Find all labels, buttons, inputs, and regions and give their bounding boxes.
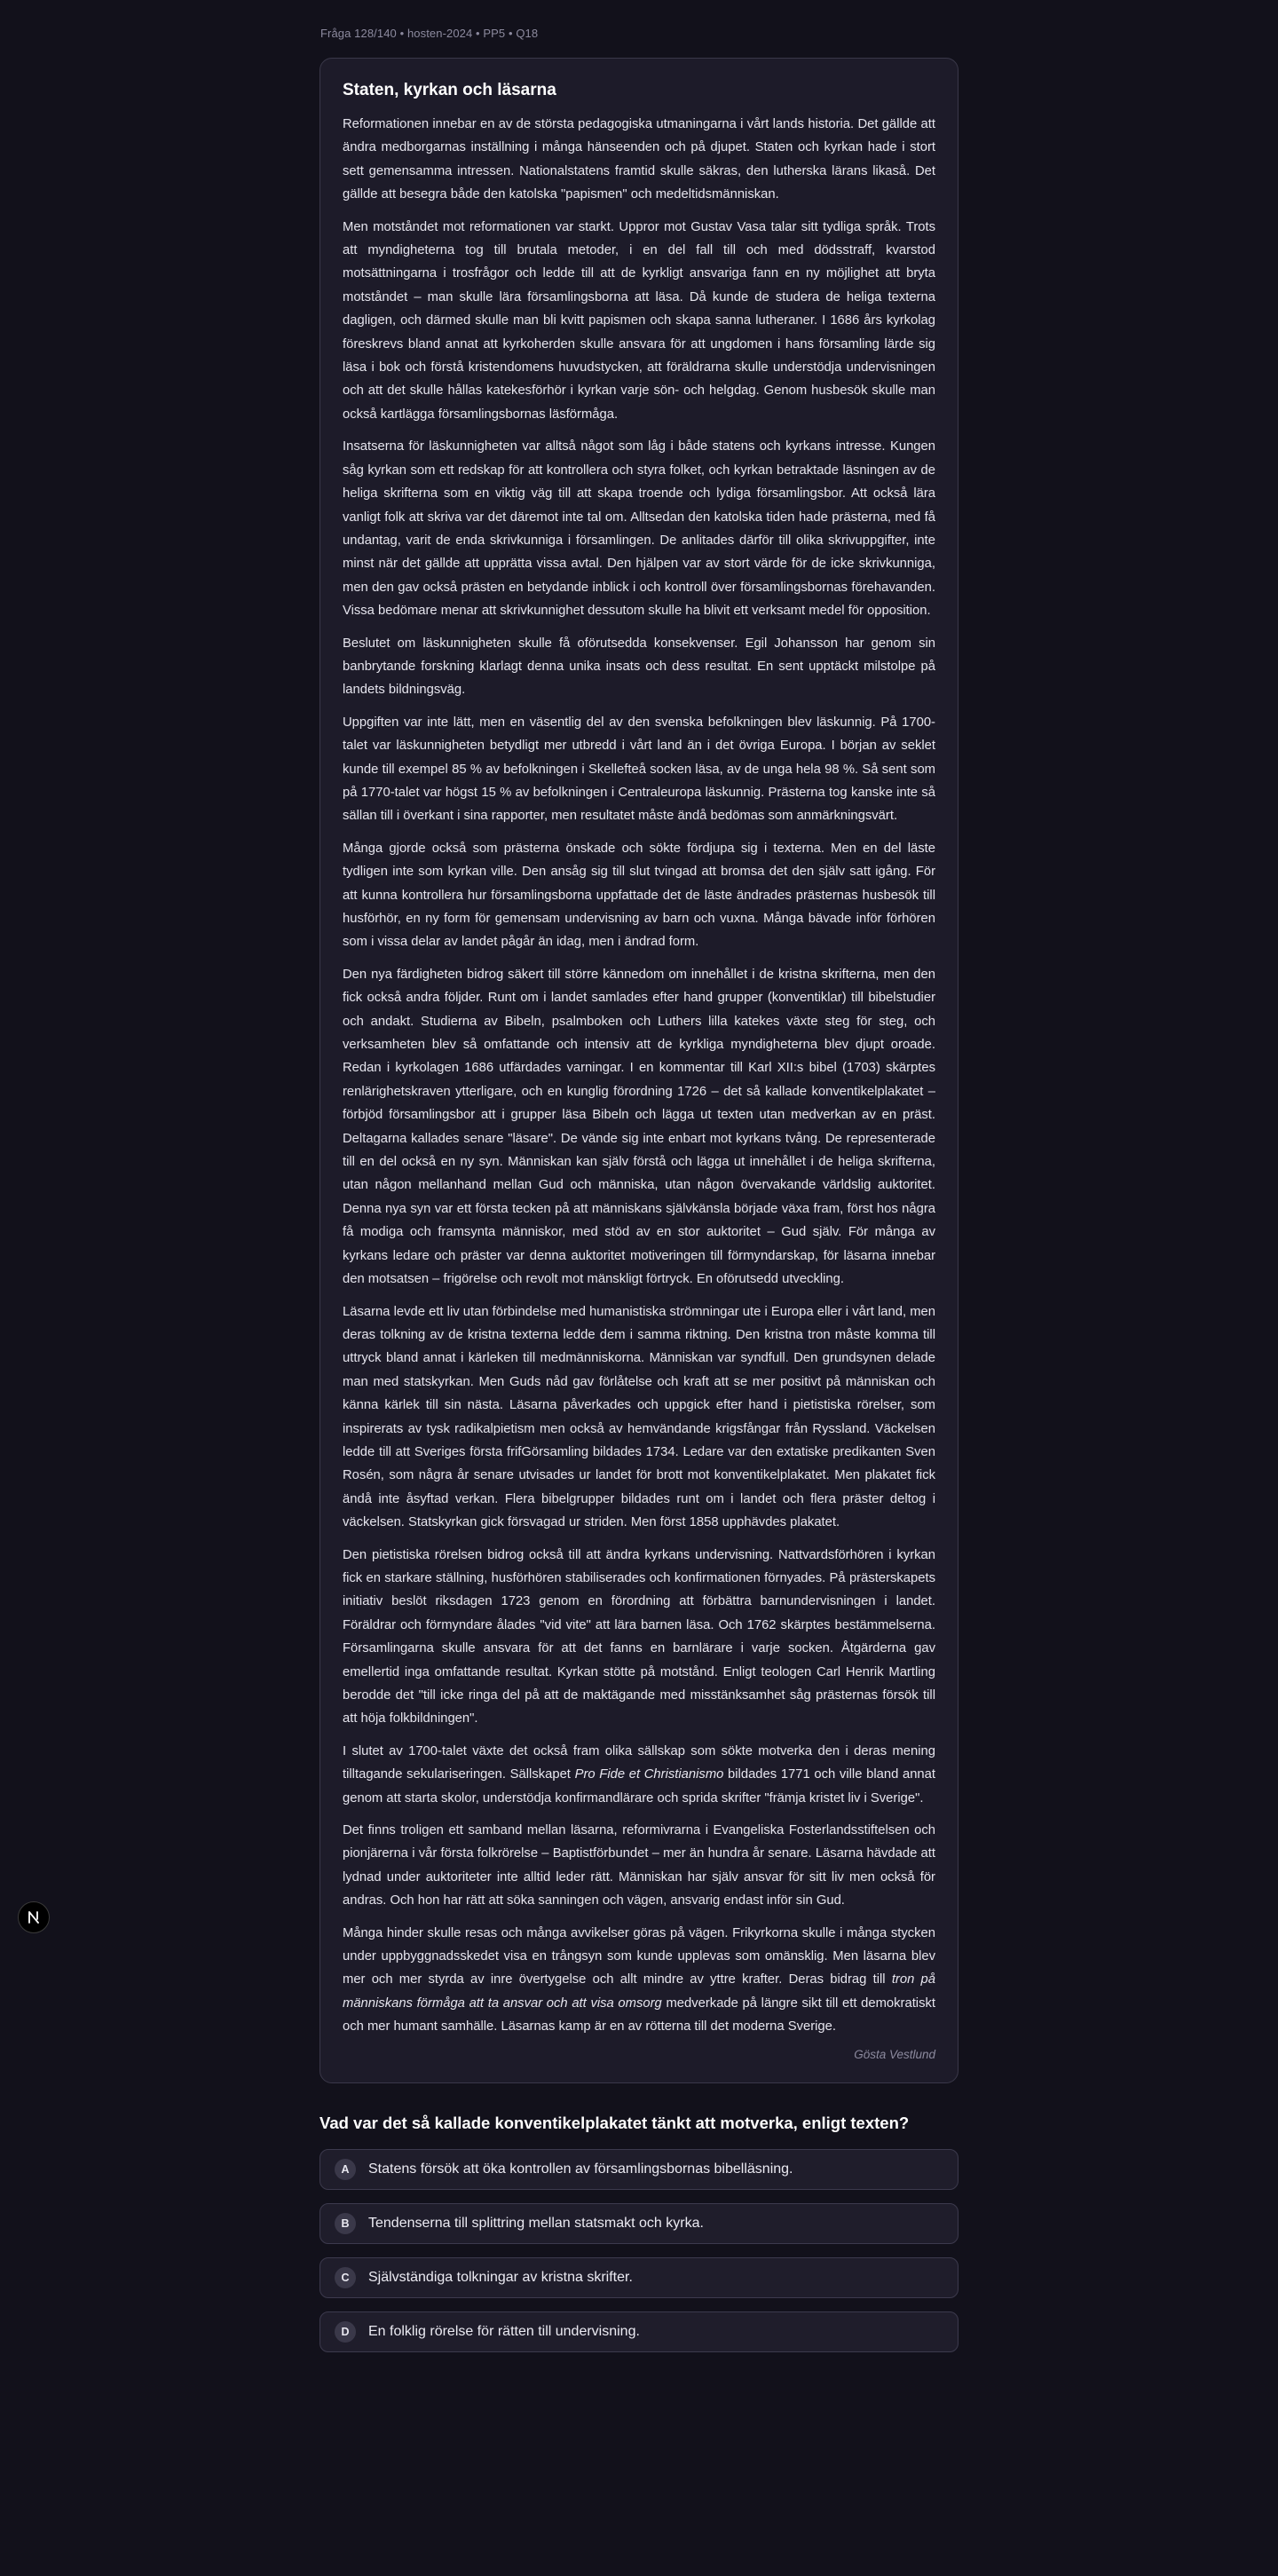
option-letter-badge: B <box>335 2213 356 2234</box>
passage-paragraph: I slutet av 1700-talet växte det också fram olika sällskap som sökte motverka den i deras mening tilltagande sekulariseringen. Sällskapet Pro Fide et Christianismo bildades 1771 och ville bland annat genom att starta skolor, understödja konfirmandlärare och sprida skrifter "främja kristet liv i Sverige". <box>343 1743 935 1806</box>
passage-paragraph: Insatserna för läskunnigheten var alltså något som låg i både statens och kyrkans intresse. Kungen såg kyrkan som ett redskap för att kontrollera och styra folket, och kyrkan betraktade läsningen av de heliga skrifterna som en viktig väg till att skapa troende och lydiga församlingsbor. Att också lära vanligt folk att skriva var det däremot inte tal om. Alltsedan den katolska tiden hade prästerna, med få undantag, varit de enda skrivkunniga i församlingen. De anlitades därför till olika skrivuppgifter, inte minst när det gällde att upprätta vissa avtal. Den hjälpen var av stort värde för de icke skrivkunniga, men den gav också prästen en betydande inblick i och kontroll över församlingsbornas förehavanden. Vissa bedömare menar att skrivkunnighet dessutom skulle ha blivit ett verksamt medel för opposition. <box>343 439 935 619</box>
passage-paragraph: Den nya färdigheten bidrog säkert till större kännedom om innehållet i de kristna skrifterna, men den fick också andra följder. Runt om i landet samlades efter hand grupper (konventiklar) till bibelstudier och andakt. Studierna av Bibeln, psalmboken och Luthers lilla katekes växte steg för steg, och verksamheten blev så omfattande och intensiv att de kyrkliga myndigheterna blev djupt oroade. Redan i kyrkolagen 1686 utfärdades varningar. I en kommentar till Karl XII:s bibel (1703) skärptes renlärighetskraven ytterligare, och en kunglig förordning 1726 – det så kallade konventikelplakatet – förbjöd församlingsbor att i grupper läsa Bibeln och lägga ut texten utan medverkan av en präst. Deltagarna kallades senare "läsare". De vände sig inte enbart mot kyrkans tvång. De representerade till en del också en ny syn. Människan kan själv förstå och lägga ut innehållet i de heliga skrifterna, utan någon mellanhand mellan Gud och människa, utan någon övervakande världslig auktoritet. Denna nya syn var ett första tecken på att människans självkänsla började växa fram, först hos några få modiga och framsynta människor, med stöd av en stor auktoritet – Gud själv. För många av kyrkans ledare och präster var denna auktoritet motiveringen till förmyndarskap, för läsarna innebar den motsatsen – frigörelse och revolt mot mänskligt förtryck. En oförutsedd utveckling. <box>343 967 935 1287</box>
question-meta: Fråga 128/140 • hosten-2024 • PP5 • Q18 <box>320 27 539 40</box>
passage-paragraph: Många hinder skulle resas och många avvikelser göras på vägen. Frikyrkorna skulle i många stycken under uppbyggnadsskedet visa en trångsyn som kunde upplevas som omänsklig. Men läsarna blev mer och mer styrda av inre övertygelse och allt mindre av yttre krafter. Deras bidrag till tron på människans förmåga att ta ansvar och att visa omsorg medverkade på längre sikt till ett demokratiskt och mer humant samhälle. Läsarnas kamp är en av rötterna till det moderna Sverige. <box>343 1925 935 2035</box>
passage-paragraph: Läsarna levde ett liv utan förbindelse med humanistiska strömningar ute i Europa eller i vårt land, men deras tolkning av de kristna texterna ledde dem i samma riktning. Den kristna tron måste komma till uttryck bland annat i kärleken till medmänniskorna. Människan var syndfull. Den grundsynen delade man med statskyrkan. Men Guds nåd gav förlåtelse och kraft att se mer positivt på människan och känna kärlek till sin nästa. Läsarna påverkades och uppgick efter hand i pietistiska rörelser, som inspirerats av tysk radikalpietism men också av hemvändande krigsfångar från Ryssland. Väckelsen ledde till att Sveriges första frifGörsamling bildades 1734. Ledare var den extatiske predikanten Sven Rosén, som några år senare utvisades ur landet för brott mot konventikelplakatet. Men plakatet fick ändå inte åsyftad verkan. Flera bibelgrupper bildades runt om i landet och flera präster deltog i väckelsen. Statskyrkan gick försvagad ur striden. Men först 1858 upphävdes plakatet. <box>343 1304 935 1530</box>
passage-paragraph: Beslutet om läskunnigheten skulle få oförutsedda konsekvenser. Egil Johansson har genom sin banbrytande forskning klarlagt denna unika insats och dess resultat. En sent upptäckt milstolpe på landets bildningsväg. <box>343 636 935 698</box>
option-letter-badge: C <box>335 2267 356 2288</box>
passage-author: Gösta Vestlund <box>854 2047 935 2061</box>
emphasized-text: tron på människans förmåga att ta ansvar och att visa omsorg <box>343 1972 935 2011</box>
passage-paragraph: Många gjorde också som prästerna önskade och sökte fördjupa sig i texterna. Men en del läste tydligen inte som kyrkan ville. Den ansåg sig till slut tvingad att bromsa det den själv satt igång. För att kunna kontrollera hur församlingsborna uppfattade det de läste ändrades prästernas husbesök till husförhör, en ny form för gemensam undervisning av barn och vuxna. Många bävade inför förhören som i vissa delar av landet pågår än idag, men i ändrad form. <box>343 841 935 950</box>
option-letter-badge: A <box>335 2159 356 2180</box>
answer-option-b[interactable] <box>320 2203 958 2244</box>
reading-passage-card <box>320 58 958 2083</box>
option-text: Statens försök att öka kontrollen av församlingsbornas bibelläsning. <box>368 2161 793 2177</box>
option-text: Självständiga tolkningar av kristna skrifter. <box>368 2269 633 2285</box>
answer-options <box>320 2149 958 2352</box>
answer-option-c[interactable] <box>320 2257 958 2298</box>
page-container <box>320 27 958 2366</box>
passage-paragraph: Men motståndet mot reformationen var starkt. Uppror mot Gustav Vasa talar sitt tydliga språk. Trots att myndigheterna tog till brutala metoder, i en del fall till och med dödsstraff, kvarstod motsättningarna i trosfrågor och ledde till att de kyrkligt ansvariga fann en ny möjlighet att bryta motståndet – man skulle lära församlingsborna att läsa. Då kunde de studera de heliga texterna dagligen, och därmed skulle man bli kvitt papismen och skapa sanna lutheraner. I 1686 års kyrkolag föreskrevs bland annat att kyrkoherden skulle ansvara för att ungdomen i hans församling lärde sig läsa i bok och förstå kristendomens huvudstycken, att föräldrarna skulle understödja undervisningen och att det skulle hållas katekesförhör i kyrkan varje sön- och helgdag. Genom husbesök skulle man också kartlägga församlingsbornas läsförmåga. <box>343 219 935 422</box>
passage-body <box>343 113 935 2039</box>
passage-paragraph: Uppgiften var inte lätt, men en väsentlig del av den svenska befolkningen blev läskunnig. På 1700-talet var läskunnigheten betydligt mer utbredd i vårt land än i det övriga Europa. I början av seklet kunde till exempel 85 % av befolkningen i Skellefteå socken läsa, av de unga hela 98 %. Så sent som på 1770-talet var högst 15 % av befolkningen i Centraleuropa läskunnig. Prästerna tog kanske inte så sällan till i överkant i sina rapporter, men resultatet måste ändå bedömas som anmärkningsvärt. <box>343 715 935 824</box>
answer-option-a[interactable] <box>320 2149 958 2190</box>
n-logo-icon <box>25 1908 43 1926</box>
emphasized-text: Pro Fide et Christianismo <box>574 1767 724 1782</box>
passage-title: Staten, kyrkan och läsarna <box>343 81 556 99</box>
option-text: Tendenserna till splittring mellan statsmakt och kyrka. <box>368 2215 704 2231</box>
nextjs-logo-icon[interactable] <box>18 1901 50 1933</box>
passage-paragraph: Det finns troligen ett samband mellan läsarna, reformivrarna i Evangeliska Fosterlandsstiftelsen och pionjärerna i vår första folkrörelse – Baptistförbundet – mer än hundra år senare. Läsarna hävdade att lydnad under auktoriteter inte alltid leder rätt. Människan har själv ansvar för sitt liv men också för andras. Och hon har rätt att söka sanningen och vägen, ansvarig endast inför sin Gud. <box>343 1823 935 1908</box>
option-text: En folklig rörelse för rätten till undervisning. <box>368 2323 640 2339</box>
option-letter-badge: D <box>335 2321 356 2343</box>
passage-paragraph: Den pietistiska rörelsen bidrog också till att ändra kyrkans undervisning. Nattvardsförhören i kyrkan fick en starkare ställning, husförhören stabiliserades och konfirmationen förnyades. På prästerskapets initiativ beslöt riksdagen 1723 genom en förordning att förbättra barnundervisningen i landet. Föräldrar och förmyndare ålades "vid vite" att lära barnen läsa. Och 1762 skärptes bestämmelserna. Församlingarna skulle ansvara för att det fanns en barnlärare i varje socken. Åtgärderna gav emellertid inga omfattande resultat. Kyrkan stötte på motstånd. Enligt teologen Carl Henrik Martling berodde det "till icke ringa del på att de maktägande med misstänksamhet såg prästernas försök till att höja folkbildningen". <box>343 1547 935 1727</box>
question-prompt: Vad var det så kallade konventikelplakatet tänkt att motverka, enligt texten? <box>320 2113 910 2132</box>
answer-option-d[interactable] <box>320 2311 958 2352</box>
passage-paragraph: Reformationen innebar en av de största pedagogiska utmaningarna i vårt lands historia. Det gällde att ändra medborgarnas inställning i många hänseenden och på djupet. Staten och kyrkan hade i stort sett gemensamma intressen. Nationalstatens framtid skulle säkras, den lutherska lärans likaså. Det gällde att besegra både den katolska "papismen" och medeltidsmänniskan. <box>343 117 935 202</box>
